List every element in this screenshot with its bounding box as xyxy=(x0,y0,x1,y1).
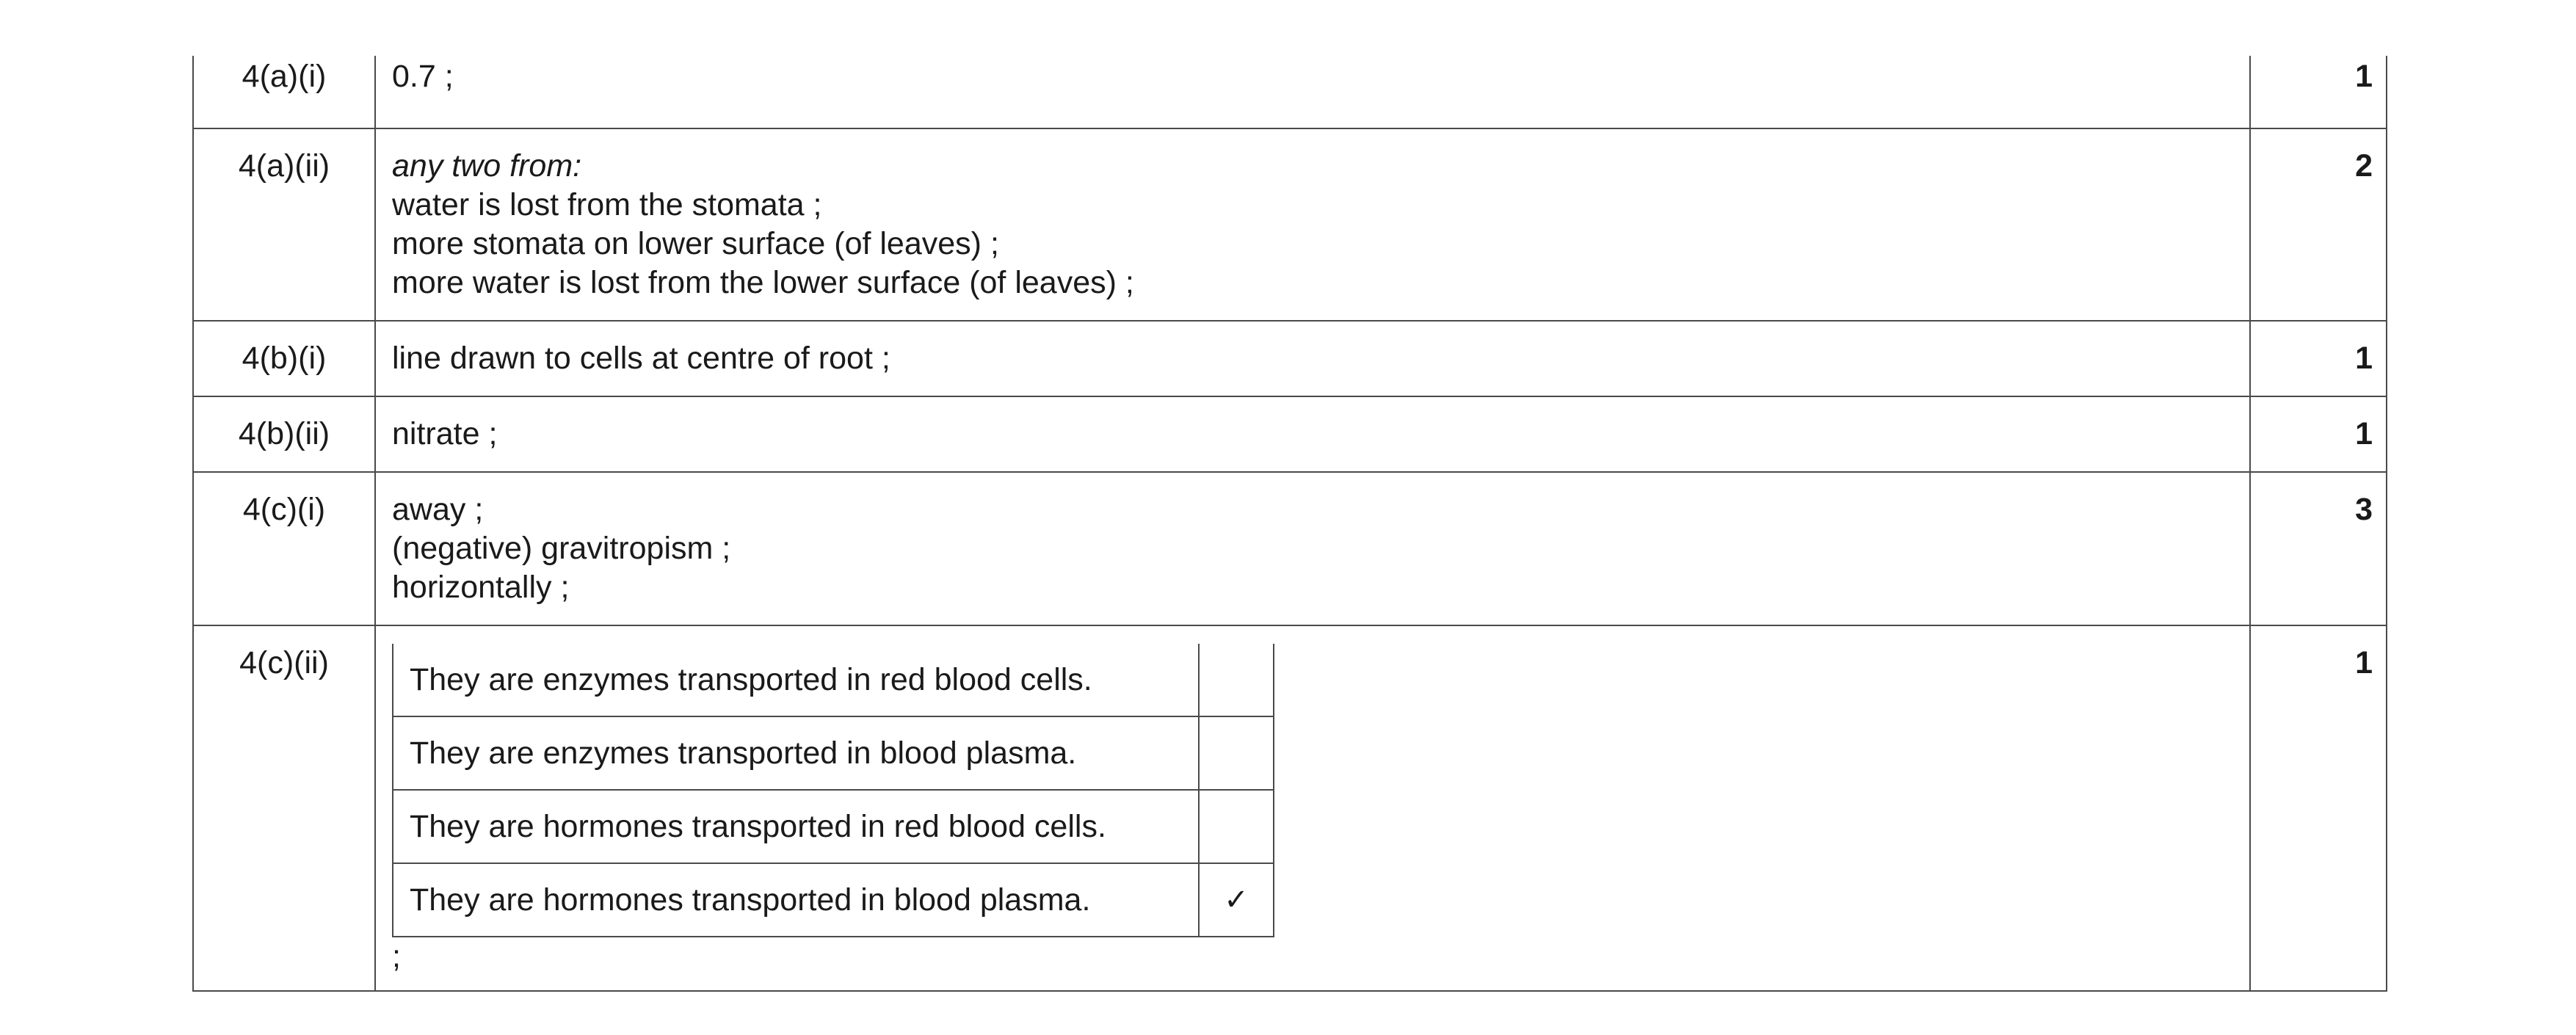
answer-line: away ; xyxy=(392,492,484,527)
option-text: They are enzymes transported in red blood cells. xyxy=(393,644,1199,716)
mark-scheme-table xyxy=(192,56,2387,992)
answer-cell xyxy=(375,321,2250,396)
option-text: They are hormones transported in red blood cells. xyxy=(393,790,1199,863)
table-row xyxy=(193,472,2387,625)
question-number: 4(a)(i) xyxy=(193,56,375,128)
answer-cell xyxy=(375,56,2250,128)
answer-terminator: ; xyxy=(392,939,401,974)
table-row xyxy=(193,56,2387,128)
question-number: 4(c)(ii) xyxy=(193,625,375,991)
option-text: They are enzymes transported in blood plasma. xyxy=(393,716,1199,790)
answer-line: (negative) gravitropism ; xyxy=(392,531,731,566)
answer-line: 0.7 ; xyxy=(392,59,454,94)
table-row xyxy=(193,128,2387,321)
option-row xyxy=(393,644,1274,716)
option-row xyxy=(393,790,1274,863)
answer-line: more water is lost from the lower surface (of leaves) ; xyxy=(392,265,1134,300)
answer-line: horizontally ; xyxy=(392,570,570,605)
option-row xyxy=(393,716,1274,790)
marks-value: 1 xyxy=(2250,396,2387,472)
answer-line: water is lost from the stomata ; xyxy=(392,187,822,222)
options-table xyxy=(392,644,1274,937)
option-text: They are hormones transported in blood plasma. xyxy=(393,863,1199,937)
option-tick-box xyxy=(1199,644,1274,716)
question-number: 4(b)(i) xyxy=(193,321,375,396)
question-number: 4(b)(ii) xyxy=(193,396,375,472)
marks-value: 1 xyxy=(2250,56,2387,128)
answer-line: line drawn to cells at centre of root ; xyxy=(392,341,890,376)
answer-intro: any two from: xyxy=(392,148,582,184)
answer-cell xyxy=(375,625,2250,991)
table-row xyxy=(193,396,2387,472)
table-row xyxy=(193,321,2387,396)
table-row xyxy=(193,625,2387,991)
answer-line: more stomata on lower surface (of leaves) ; xyxy=(392,226,999,261)
checkmark-icon: ✓ xyxy=(1199,863,1274,937)
marks-value: 3 xyxy=(2250,472,2387,625)
marks-value: 1 xyxy=(2250,321,2387,396)
question-number: 4(a)(ii) xyxy=(193,128,375,321)
option-tick-box xyxy=(1199,716,1274,790)
question-number: 4(c)(i) xyxy=(193,472,375,625)
option-tick-box xyxy=(1199,790,1274,863)
marks-value: 1 xyxy=(2250,625,2387,991)
answer-cell xyxy=(375,396,2250,472)
answer-line: nitrate ; xyxy=(392,416,498,451)
option-row xyxy=(393,863,1274,937)
answer-cell xyxy=(375,472,2250,625)
marks-value: 2 xyxy=(2250,128,2387,321)
answer-cell xyxy=(375,128,2250,321)
